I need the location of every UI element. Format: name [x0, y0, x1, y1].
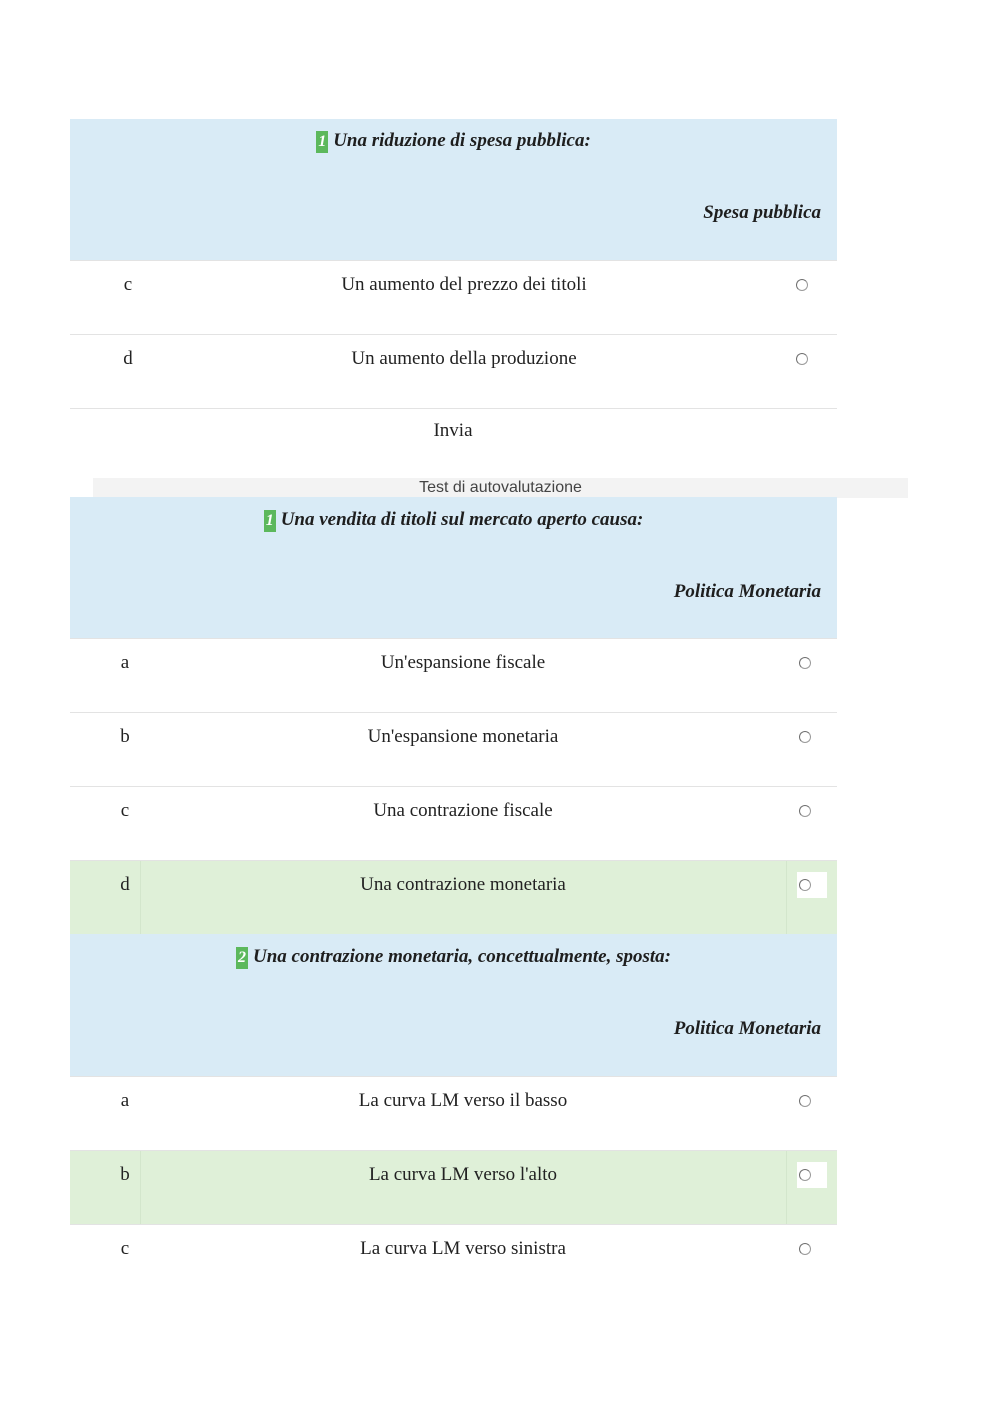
submit-button[interactable]: Invia: [433, 420, 473, 441]
answer-text: Un'espansione monetaria: [367, 726, 559, 747]
answer-letter: a: [120, 1090, 130, 1111]
answer-row[interactable]: [70, 1076, 837, 1150]
answer-radio[interactable]: [799, 1095, 811, 1107]
answer-text: Un'espansione fiscale: [380, 652, 546, 673]
question-topic: Spesa pubblica: [703, 202, 821, 223]
answer-radio[interactable]: [799, 1169, 811, 1181]
answer-row-correct[interactable]: [70, 860, 837, 934]
answer-radio[interactable]: [796, 353, 808, 365]
row-cell: [70, 1151, 141, 1224]
answer-row[interactable]: [70, 786, 837, 860]
section-bar: [93, 478, 908, 498]
question-header: [70, 934, 837, 1076]
question-text: Una vendita di titoli sul mercato aperto causa:: [280, 509, 644, 530]
answer-letter: a: [120, 652, 130, 673]
answer-row[interactable]: [70, 638, 837, 712]
answer-radio[interactable]: [799, 879, 811, 891]
question-number-badge: 2: [236, 947, 248, 969]
question-text: Una riduzione di spesa pubblica:: [333, 130, 591, 151]
answer-text: Una contrazione fiscale: [373, 800, 553, 821]
answer-radio[interactable]: [799, 657, 811, 669]
question-title: [70, 130, 837, 153]
answer-row-correct[interactable]: [70, 1150, 837, 1224]
answer-row[interactable]: [70, 260, 837, 334]
section-title: Test di autovalutazione: [419, 479, 582, 496]
answer-radio[interactable]: [799, 805, 811, 817]
answer-letter: b: [120, 726, 130, 747]
answer-row[interactable]: [70, 1224, 837, 1274]
answer-letter: b: [120, 1164, 130, 1185]
answer-text: La curva LM verso il basso: [358, 1090, 568, 1111]
question-topic: Politica Monetaria: [673, 581, 821, 602]
answer-row[interactable]: [70, 334, 837, 408]
answer-letter: d: [123, 348, 133, 369]
answer-text: Un aumento del prezzo dei titoli: [341, 274, 587, 295]
answer-letter: c: [123, 274, 133, 295]
question-header: [70, 119, 837, 260]
answer-radio[interactable]: [796, 279, 808, 291]
answer-text: Un aumento della produzione: [351, 348, 577, 369]
answer-radio[interactable]: [799, 1243, 811, 1255]
question-number-badge: 1: [316, 131, 328, 153]
answer-text: La curva LM verso l'alto: [368, 1164, 558, 1185]
row-cell: [70, 861, 141, 934]
answer-radio[interactable]: [799, 731, 811, 743]
answer-letter: c: [120, 800, 130, 821]
question-topic: Politica Monetaria: [673, 1018, 821, 1039]
question-title: [70, 946, 837, 969]
answer-letter: c: [120, 1238, 130, 1259]
answer-letter: d: [120, 874, 130, 895]
answer-text: La curva LM verso sinistra: [360, 1238, 566, 1259]
question-text: Una contrazione monetaria, concettualmente, sposta:: [252, 946, 672, 967]
question-title: [70, 509, 837, 532]
question-number-badge: 1: [264, 510, 276, 532]
answer-text: Una contrazione monetaria: [360, 874, 566, 895]
answer-row[interactable]: [70, 712, 837, 786]
question-header: [70, 497, 837, 638]
